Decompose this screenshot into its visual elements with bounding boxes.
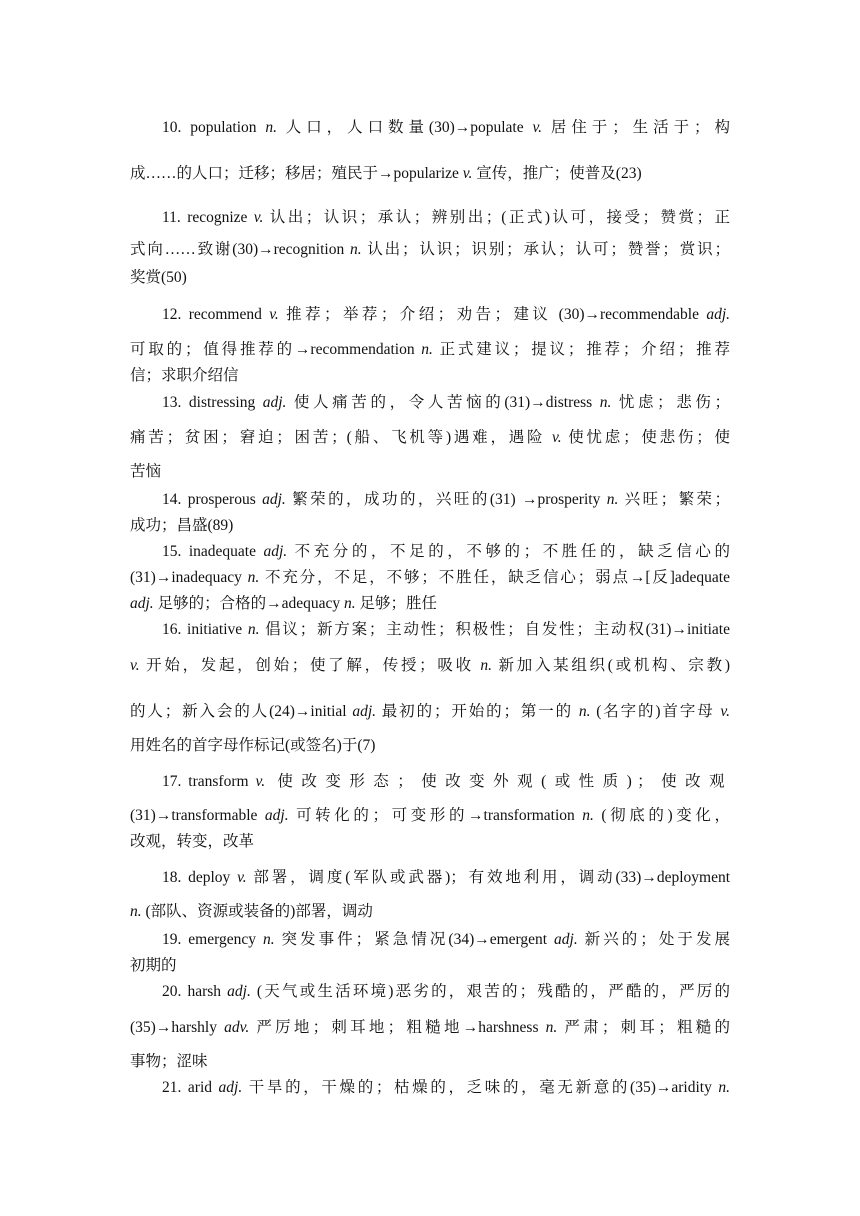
entry-18-line-1: 18. deploy v. 部署，调度(军队或武器)；有效地利用，调动(33)→deployment — [162, 869, 731, 886]
entry-13-line-1: 13. distressing adj. 使人痛苦的，令人苦恼的(31)→distress n. 忧虑；悲伤； — [162, 394, 730, 411]
entry-number: 17. — [162, 773, 182, 790]
entry-14-line-1: 14. prosperous adj. 繁荣的，成功的，兴旺的(31) →prosperity n. 兴旺；繁荣； — [162, 491, 731, 508]
entry-17-line-1: 17. transform v. 使改变形态；使改变外观(或性质)；使改观 — [162, 773, 731, 790]
entry-11-line-1: 11. recognize v. 认出；认识；承认；辨别出；(正式)认可，接受；赞赏；正 — [162, 209, 730, 226]
entry-21-line-1: 21. arid adj. 干旱的，干燥的；枯燥的，乏味的，毫无新意的(35)→aridity n. — [162, 1079, 730, 1096]
entry-number: 19. — [162, 931, 182, 948]
entry-15-line-1: 15. inadequate adj. 不充分的，不足的，不够的；不胜任的，缺乏信心的 — [162, 543, 730, 560]
entry-19-line-2: 初期的 — [130, 957, 177, 974]
entry-11-line-2: 式向……致谢(30)→recognition n. 认出；认识；识别；承认；认可；赞誉；赏识； — [130, 241, 730, 258]
entry-16-line-4: 用姓名的首字母作标记(或签名)于(7) — [130, 737, 376, 754]
entry-20-line-2: (35)→harshly adv. 严厉地；刺耳地；粗糙地→harshness n. 严肃；刺耳；粗糙的 — [130, 1019, 730, 1036]
entry-19-line-1: 19. emergency n. 突发事件；紧急情况(34)→emergent adj. 新兴的；处于发展 — [162, 931, 730, 948]
entry-15-line-2: (31)→inadequacy n. 不充分，不足，不够；不胜任，缺乏信心；弱点→[反]adequate — [130, 569, 730, 586]
entry-number: 12. — [162, 306, 182, 323]
entry-number: 18. — [162, 869, 182, 886]
entry-10-line-1: 10. population n. 人口，人口数量(30)→populate v. 居住于；生活于；构 — [162, 119, 730, 136]
entry-13-line-3: 苦恼 — [130, 463, 162, 480]
entry-16-line-2: v. 开始，发起，创始；使了解，传授；吸收 n. 新加入某组织(或机构、宗教) — [130, 657, 730, 674]
entry-18-line-2: n. (部队、资源或装备的)部署，调动 — [130, 903, 373, 920]
entry-11-line-3: 奖赏(50) — [130, 269, 187, 286]
entry-17-line-3: 改观，转变，改革 — [130, 833, 255, 850]
entry-10-line-2: 成……的人口；迁移；移居；殖民于→popularize v. 宣传，推广；使普及(23) — [130, 165, 642, 182]
entry-17-line-2: (31)→transformable adj. 可转化的；可变形的→transformation n. (彻底的)变化， — [130, 807, 730, 824]
entry-12-line-1: 12. recommend v. 推荐；举荐；介绍；劝告；建议 (30)→recommendable adj. — [162, 306, 730, 323]
entry-number: 10. — [162, 119, 182, 136]
entry-20-line-1: 20. harsh adj. (天气或生活环境)恶劣的，艰苦的；残酷的，严酷的，严厉的 — [162, 983, 731, 1000]
entry-13-line-2: 痛苦；贫困；窘迫；困苦；(船、飞机等)遇难，遇险 v. 使忧虑；使悲伤；使 — [130, 429, 730, 446]
entry-12-line-3: 信；求职介绍信 — [130, 367, 239, 384]
entry-number: 15. — [162, 543, 182, 560]
entry-number: 14. — [162, 491, 182, 508]
entry-number: 21. — [162, 1079, 182, 1096]
entry-15-line-3: adj. 足够的；合格的→adequacy n. 足够；胜任 — [130, 595, 437, 612]
entry-number: 16. — [162, 621, 182, 638]
entry-16-line-1: 16. initiative n. 倡议；新方案；主动性；积极性；自发性；主动权(31)→initiate — [162, 621, 730, 638]
entry-number: 13. — [162, 394, 182, 411]
entry-number: 11. — [162, 209, 181, 226]
entry-12-line-2: 可取的；值得推荐的→recommendation n. 正式建议；提议；推荐；介绍；推荐 — [130, 341, 730, 358]
entry-number: 20. — [162, 983, 182, 1000]
entry-14-line-2: 成功；昌盛(89) — [130, 517, 234, 534]
entry-20-line-3: 事物；涩味 — [130, 1053, 208, 1070]
entry-16-line-3: 的人；新入会的人(24)→initial adj. 最初的；开始的；第一的 n. (名字的)首字母 v. — [130, 703, 730, 720]
